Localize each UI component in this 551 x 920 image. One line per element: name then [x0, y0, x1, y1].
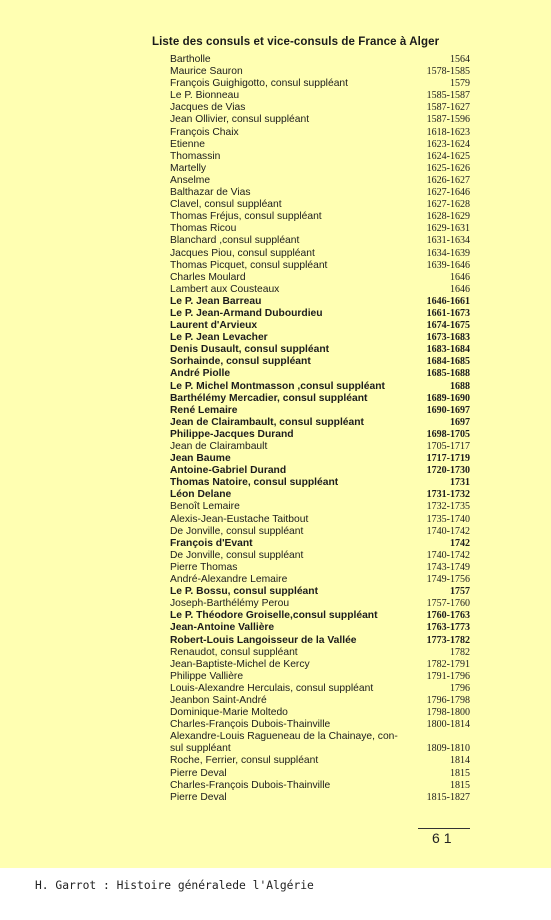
consul-dates: 1627-1628: [426, 199, 470, 211]
consul-entry: [170, 683, 470, 695]
consul-name: François Chaix: [170, 126, 239, 138]
consul-entry: [170, 659, 470, 671]
consul-dates: 1735-1740: [426, 513, 470, 525]
consul-name: André Piolle: [170, 368, 231, 380]
consul-name: André-Alexandre Lemaire: [170, 574, 288, 586]
consul-dates: 1798-1800: [426, 707, 470, 719]
consul-entry: [170, 792, 470, 804]
consul-dates: 1720-1730: [426, 465, 470, 477]
consul-name: Thomas Natoire, consul suppléant: [170, 477, 339, 489]
consul-dates: 1800-1814: [426, 719, 470, 731]
consul-entry: [170, 356, 470, 368]
consul-dates: 1690-1697: [426, 404, 470, 416]
consul-entry: [170, 248, 470, 260]
consul-entry: [170, 127, 470, 139]
consul-name: Lambert aux Cousteaux: [170, 283, 280, 295]
consul-name: Benoît Lemaire: [170, 501, 240, 513]
consul-entry: [170, 647, 470, 659]
consul-entry: [170, 235, 470, 247]
consul-entry: [170, 175, 470, 187]
consul-entry: [170, 514, 470, 526]
consul-dates: 1618-1623: [426, 126, 470, 138]
consul-entry: [170, 550, 470, 562]
consul-entry: [170, 465, 470, 477]
consul-dates: 1634-1639: [426, 247, 470, 259]
consul-dates: 1732-1735: [426, 501, 470, 513]
consul-dates: 1740-1742: [426, 549, 470, 561]
consul-entry: [170, 755, 470, 767]
consul-entry: [170, 78, 470, 90]
consul-dates: 1705-1717: [426, 441, 470, 452]
consul-name: Roche, Ferrier, consul suppléant: [170, 755, 319, 767]
consul-dates: 1646: [450, 271, 470, 283]
consul-name: Barthélémy Mercadier, consul suppléant: [170, 392, 368, 404]
consul-entry: [170, 199, 470, 211]
consul-name: Louis-Alexandre Herculais, consul suppléant: [170, 682, 374, 694]
consul-entry: [170, 526, 470, 538]
consul-name: Sorhainde, consul suppléant: [170, 356, 311, 368]
consul-name: Le P. Jean Barreau: [170, 295, 262, 307]
consul-entry: [170, 562, 470, 574]
consul-entry: [170, 731, 470, 743]
consul-entry: [170, 610, 470, 622]
consul-entry: [170, 586, 470, 598]
consul-dates: 1796: [450, 682, 470, 694]
consul-entry: [170, 308, 470, 320]
consul-entry: [170, 622, 470, 634]
consul-dates: 1684-1685: [426, 356, 470, 368]
consul-entry: [170, 719, 470, 731]
consul-dates: 1661-1673: [426, 307, 470, 319]
consul-name: Blanchard ,consul suppléant: [170, 235, 300, 247]
consul-name: Laurent d'Arvieux: [170, 320, 258, 332]
consul-entry: [170, 780, 470, 792]
consul-name: Philippe-Jacques Durand: [170, 428, 294, 440]
consul-entry: [170, 211, 470, 223]
consul-entry: [170, 344, 470, 356]
consul-name: François Guighigotto, consul suppléant: [170, 78, 349, 90]
consul-dates: 1674-1675: [426, 320, 470, 332]
consul-entry: [170, 163, 470, 175]
consul-dates: 1749-1756: [426, 574, 470, 586]
consul-name: Le P. Michel Montmasson ,consul suppléant: [170, 380, 385, 392]
consul-name: Alexis-Jean-Eustache Taitbout: [170, 513, 309, 525]
consul-dates: 1688: [450, 380, 470, 392]
consul-entry: [170, 671, 470, 683]
consul-entry: [170, 489, 470, 501]
consul-name: Joseph-Barthélémy Perou: [170, 598, 290, 610]
consul-dates: 1629-1631: [426, 223, 470, 235]
consul-dates: 1815: [450, 767, 470, 779]
consul-entry: [170, 187, 470, 199]
consul-entry: [170, 538, 470, 550]
consul-name: Anselme: [170, 174, 211, 186]
consul-dates: 1683-1684: [426, 344, 470, 356]
consul-dates: 1578-1585: [426, 66, 470, 78]
consul-entry: [170, 429, 470, 441]
consul-name: Jean de Clairambault, consul suppléant: [170, 416, 364, 428]
consul-dates: 1673-1683: [426, 332, 470, 344]
consul-name: sul suppléant: [170, 743, 231, 755]
consul-dates: 1782-1791: [426, 658, 470, 670]
consul-dates: 1625-1626: [426, 162, 470, 174]
consul-name: Robert-Louis Langoisseur de la Vallée: [170, 634, 357, 646]
consul-dates: 1763-1773: [426, 622, 470, 634]
consul-name: Thomassin: [170, 150, 221, 162]
consul-dates: 1628-1629: [426, 211, 470, 223]
consul-entry: [170, 417, 470, 429]
consul-dates: 1689-1690: [426, 392, 470, 404]
consul-dates: 1639-1646: [426, 259, 470, 271]
consul-name: Thomas Ricou: [170, 223, 237, 235]
consul-dates: 1646: [450, 283, 470, 295]
consul-dates: 1587-1596: [426, 114, 470, 126]
consul-dates: 1773-1782: [426, 634, 470, 646]
consul-name: Thomas Fréjus, consul suppléant: [170, 211, 322, 223]
consul-dates: 1631-1634: [426, 235, 470, 247]
consul-entry: [170, 90, 470, 102]
consul-dates: 1815-1827: [426, 791, 470, 803]
consul-entry: [170, 296, 470, 308]
consul-name: Jean Ollivier, consul suppléant: [170, 114, 310, 126]
consul-name: Jacques Piou, consul suppléant: [170, 247, 315, 259]
consul-dates: 1698-1705: [426, 428, 470, 440]
consul-name: Philippe Vallière: [170, 670, 244, 682]
consul-name: Etienne: [170, 138, 205, 150]
consul-name: Jeanbon Saint-André: [170, 694, 267, 706]
consul-entry: [170, 707, 470, 719]
consul-name: François d'Evant: [170, 537, 253, 549]
consul-entry: [170, 477, 470, 489]
consul-entry: [170, 66, 470, 78]
consul-dates: 1646-1661: [426, 295, 470, 307]
consul-entry: [170, 598, 470, 610]
consul-entry: [170, 393, 470, 405]
consul-name: Dominique-Marie Moltedo: [170, 707, 288, 719]
consul-entry: [170, 695, 470, 707]
consul-dates: 1814: [450, 755, 470, 767]
consul-entry: [170, 574, 470, 586]
consul-dates: 1731-1732: [426, 489, 470, 501]
consul-dates: 1809-1810: [426, 743, 470, 755]
consul-entry: [170, 223, 470, 235]
consul-dates: 1626-1627: [426, 174, 470, 186]
consul-dates: 1796-1798: [426, 694, 470, 706]
consul-entry: [170, 54, 470, 66]
consul-name: Pierre Deval: [170, 767, 227, 779]
consul-entry: [170, 260, 470, 272]
consul-name: Charles Moulard: [170, 271, 246, 283]
page-number-rule: [418, 828, 470, 829]
consul-entry: [170, 102, 470, 114]
consul-name: Charles-François Dubois-Thainville: [170, 779, 331, 791]
consul-dates: 1697: [450, 416, 470, 428]
consul-name: Jean Baume: [170, 453, 231, 465]
consul-dates: 1627-1646: [426, 187, 470, 199]
consul-entry: [170, 441, 470, 453]
consul-name: Jean-Antoine Vallière: [170, 622, 275, 634]
page-title: Liste des consuls et vice-consuls de France à Alger: [152, 36, 440, 48]
consul-name: Pierre Deval: [170, 791, 227, 803]
consul-dates: 1760-1763: [426, 610, 470, 622]
consul-entry: [170, 405, 470, 417]
consul-entry: [170, 151, 470, 163]
consul-name: De Jonville, consul suppléant: [170, 549, 304, 561]
consul-dates: 1585-1587: [426, 90, 470, 102]
consul-name: René Lemaire: [170, 404, 238, 416]
consul-name: Le P. Théodore Groiselle,consul suppléant: [170, 610, 378, 622]
consul-dates: 1743-1749: [426, 561, 470, 573]
consul-entry: [170, 453, 470, 465]
consul-name: Pierre Thomas: [170, 561, 238, 573]
consul-entry: [170, 743, 470, 755]
consul-entry: [170, 635, 470, 647]
consul-name: Jean-Baptiste-Michel de Kercy: [170, 658, 310, 670]
footer-citation: H. Garrot : Histoire généralede l'Algérie: [35, 879, 314, 892]
consul-name: Renaudot, consul suppléant: [170, 646, 298, 658]
consul-name: Antoine-Gabriel Durand: [170, 465, 287, 477]
consul-dates: 1757-1760: [426, 598, 470, 610]
consul-dates: 1564: [450, 54, 470, 65]
consul-name: Bartholle: [170, 54, 211, 65]
consul-dates: 1623-1624: [426, 138, 470, 150]
consul-name: Denis Dusault, consul suppléant: [170, 344, 330, 356]
consul-entry: [170, 114, 470, 126]
consul-name: Le P. Jean-Armand Dubourdieu: [170, 307, 323, 319]
consul-dates: 1757: [450, 586, 470, 598]
consul-name: Thomas Picquet, consul suppléant: [170, 259, 328, 271]
consul-entry: [170, 139, 470, 151]
consul-entry: [170, 501, 470, 513]
consul-name: Le P. Bionneau: [170, 90, 240, 102]
consul-name: De Jonville, consul suppléant: [170, 525, 304, 537]
consul-name: Le P. Jean Levacher: [170, 332, 268, 344]
consul-entry: [170, 768, 470, 780]
consul-dates: 1740-1742: [426, 525, 470, 537]
consul-dates: 1579: [450, 78, 470, 90]
consul-name: Clavel, consul suppléant: [170, 199, 282, 211]
consul-dates: 1624-1625: [426, 150, 470, 162]
consul-dates: 1815: [450, 779, 470, 791]
consul-entry: [170, 272, 470, 284]
consul-dates: 1782: [450, 646, 470, 658]
consul-name: Martelly: [170, 162, 207, 174]
consul-entry: [170, 284, 470, 296]
consul-dates: 1685-1688: [426, 368, 470, 380]
consul-entry: [170, 320, 470, 332]
consul-dates: 1791-1796: [426, 670, 470, 682]
consul-entry: [170, 368, 470, 380]
consul-dates: 1731: [450, 477, 470, 489]
consul-name: Jacques de Vias: [170, 102, 246, 114]
consul-dates: 1587-1627: [426, 102, 470, 114]
consul-name: Jean de Clairambault: [170, 441, 268, 452]
page-number: 61: [432, 830, 456, 846]
consul-dates: 1742: [450, 537, 470, 549]
consul-name: Balthazar de Vias: [170, 187, 251, 199]
consul-entry: [170, 332, 470, 344]
consul-list: [170, 54, 470, 804]
consul-name: Le P. Bossu, consul suppléant: [170, 586, 319, 598]
consul-entry: [170, 381, 470, 393]
consul-name: Charles-François Dubois-Thainville: [170, 719, 331, 731]
consul-name: Alexandre-Louis Ragueneau de la Chainaye, con-: [170, 731, 398, 743]
consul-name: Léon Delane: [170, 489, 232, 501]
consul-dates: 1717-1719: [426, 453, 470, 465]
consul-name: Maurice Sauron: [170, 66, 243, 78]
